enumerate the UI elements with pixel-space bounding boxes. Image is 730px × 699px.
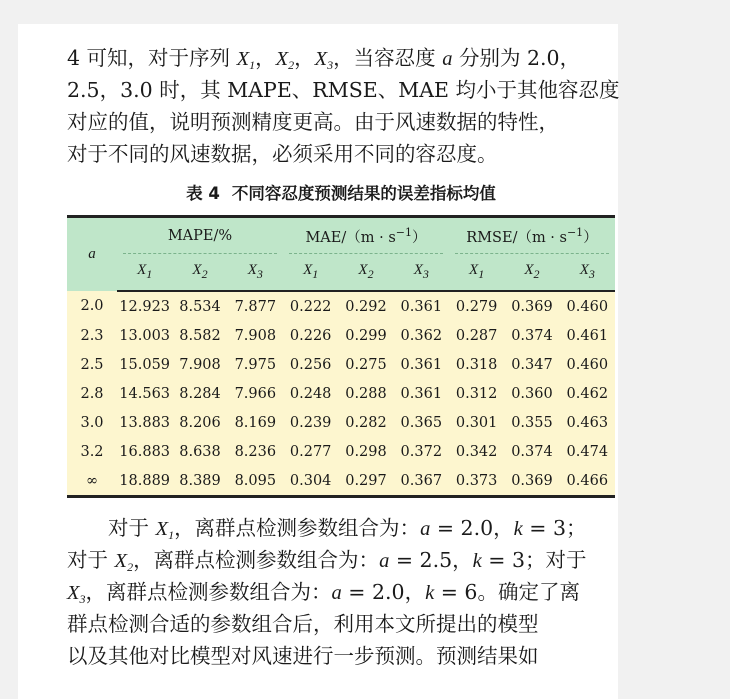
column-header: $X_2$: [338, 254, 393, 291]
table-cell: 0.298: [338, 437, 393, 466]
text-line: 对应的值，说明预测精度更高。由于风速数据的特性，: [67, 110, 559, 134]
row-header-a: a: [67, 217, 117, 292]
table-cell: 8.236: [228, 437, 283, 466]
error-metrics-table: [67, 215, 615, 498]
table-cell: 0.460: [560, 350, 615, 379]
table-cell: 0.282: [338, 408, 393, 437]
variable-a: a: [442, 48, 453, 70]
table-cell: 8.638: [172, 437, 227, 466]
table-cell: 0.374: [504, 437, 559, 466]
table-cell: 0.239: [283, 408, 338, 437]
group-header-mape: MAPE/%: [117, 217, 283, 255]
table-cell: 0.347: [504, 350, 559, 379]
table-cell: 0.372: [394, 437, 449, 466]
paper-page: [18, 24, 618, 699]
text-line: 对于不同的风速数据，必须采用不同的容忍度。: [67, 142, 498, 166]
table-cell: 8.206: [172, 408, 227, 437]
text-line: 群点检测合适的参数组合后，利用本文所提出的模型: [67, 612, 539, 636]
variable-x2: $X_2$: [275, 48, 295, 72]
table-cell: 14.563: [117, 379, 172, 408]
table-cell: 18.889: [117, 466, 172, 497]
table-cell: 8.284: [172, 379, 227, 408]
intro-paragraph: [67, 42, 620, 170]
table-cell: 0.279: [449, 291, 504, 321]
table-cell: 0.369: [504, 466, 559, 497]
column-header: $X_3$: [394, 254, 449, 291]
row-label: 3.2: [67, 437, 117, 466]
table-cell: 0.222: [283, 291, 338, 321]
text-line: 4 可知，对于序列 $X_1$，$X_2$，$X_3$，当容忍度 a 分别为 2.0，: [67, 46, 581, 72]
table-cell: 7.975: [228, 350, 283, 379]
table-cell: 0.226: [283, 321, 338, 350]
column-header: $X_3$: [560, 254, 615, 291]
table-cell: 0.461: [560, 321, 615, 350]
table-cell: 0.463: [560, 408, 615, 437]
table-cell: 0.361: [394, 379, 449, 408]
text-run: 4 可知，对于序列: [67, 46, 237, 70]
table-cell: 0.373: [449, 466, 504, 497]
closing-paragraph: [67, 512, 615, 672]
table-row: [67, 466, 615, 497]
table-cell: 13.883: [117, 408, 172, 437]
table-cell: 0.312: [449, 379, 504, 408]
table-cell: 0.362: [394, 321, 449, 350]
column-header: $X_1$: [117, 254, 172, 291]
table-cell: 0.318: [449, 350, 504, 379]
table-cell: 0.462: [560, 379, 615, 408]
table-cell: 0.355: [504, 408, 559, 437]
table-cell: 0.369: [504, 291, 559, 321]
table-title: 不同容忍度预测结果的误差指标均值: [231, 184, 496, 203]
column-header: $X_2$: [504, 254, 559, 291]
table-cell: 0.360: [504, 379, 559, 408]
table-cell: 7.877: [228, 291, 283, 321]
row-label: 2.0: [67, 291, 117, 321]
table-cell: 0.361: [394, 291, 449, 321]
row-label: 3.0: [67, 408, 117, 437]
table-label: 表 4: [186, 184, 220, 203]
row-label: ∞: [67, 466, 117, 497]
row-label: 2.3: [67, 321, 117, 350]
table-cell: 0.460: [560, 291, 615, 321]
table-row: [67, 321, 615, 350]
table-cell: 8.534: [172, 291, 227, 321]
table-cell: 0.466: [560, 466, 615, 497]
table-cell: 7.908: [228, 321, 283, 350]
table-cell: 12.923: [117, 291, 172, 321]
text-line: 以及其他对比模型对风速进行一步预测。预测结果如: [67, 644, 539, 668]
table-cell: 7.908: [172, 350, 227, 379]
table-row: [67, 379, 615, 408]
table-cell: 0.342: [449, 437, 504, 466]
table-cell: 15.059: [117, 350, 172, 379]
table-row: [67, 350, 615, 379]
group-header-rmse: RMSE/（m · $s^{-1}$）: [449, 217, 615, 255]
table-cell: 8.095: [228, 466, 283, 497]
table-cell: 13.003: [117, 321, 172, 350]
table-cell: 0.304: [283, 466, 338, 497]
table-cell: 0.374: [504, 321, 559, 350]
table-header-row: [67, 217, 615, 255]
table-cell: 0.287: [449, 321, 504, 350]
row-label: 2.8: [67, 379, 117, 408]
table-cell: 8.169: [228, 408, 283, 437]
text-line: 2.5，3.0 时，其 MAPE、RMSE、MAE 均小于其他容忍度: [67, 78, 620, 102]
table-cell: 8.389: [172, 466, 227, 497]
variable-x3: $X_3$: [67, 582, 86, 606]
table-cell: 7.966: [228, 379, 283, 408]
table-cell: 0.292: [338, 291, 393, 321]
table-cell: 0.297: [338, 466, 393, 497]
table-cell: 8.582: [172, 321, 227, 350]
table-row: [67, 291, 615, 321]
table-body: [67, 291, 615, 497]
group-header-mae: $MAE/(m \cdot s^{-1})$: [283, 217, 449, 255]
table-cell: 0.299: [338, 321, 393, 350]
table-cell: 16.883: [117, 437, 172, 466]
table-subheader-row: [67, 254, 615, 291]
table-caption: [67, 180, 615, 208]
variable-x2: $X_2$: [114, 550, 134, 574]
table-cell: 0.288: [338, 379, 393, 408]
table-cell: 0.248: [283, 379, 338, 408]
variable-x3: $X_3$: [314, 48, 334, 72]
column-header: $X_1$: [283, 254, 338, 291]
table-cell: 0.301: [449, 408, 504, 437]
table-row: [67, 408, 615, 437]
text-line: 对于 $X_2$，离群点检测参数组合为：a = 2.5，k = 3；对于: [67, 548, 587, 574]
text-line: 对于 $X_1$，离群点检测参数组合为：a = 2.0，k = 3；: [108, 516, 587, 542]
column-header: $X_3$: [228, 254, 283, 291]
table-row: [67, 437, 615, 466]
variable-x1: $X_1$: [155, 518, 175, 542]
variable-x1: $X_1$: [236, 48, 256, 72]
table-cell: 0.361: [394, 350, 449, 379]
table-cell: 0.256: [283, 350, 338, 379]
table-cell: 0.275: [338, 350, 393, 379]
column-header: $X_2$: [172, 254, 227, 291]
table-cell: 0.474: [560, 437, 615, 466]
row-label: 2.5: [67, 350, 117, 379]
table-cell: 0.365: [394, 408, 449, 437]
column-header: $X_1$: [449, 254, 504, 291]
text-line: $X_3$，离群点检测参数组合为：a = 2.0，k = 6。确定了离: [67, 580, 580, 606]
table-cell: 0.367: [394, 466, 449, 497]
table-cell: 0.277: [283, 437, 338, 466]
